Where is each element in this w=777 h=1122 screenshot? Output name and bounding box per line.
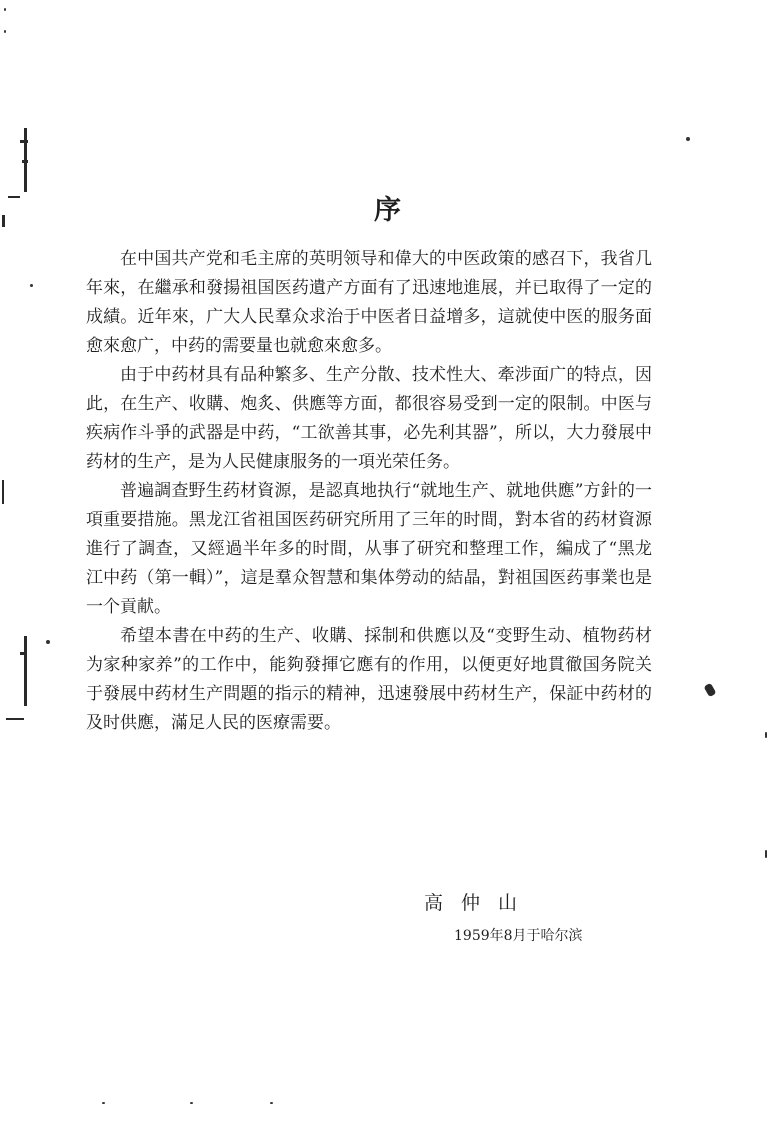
scan-artifact-mark bbox=[704, 683, 717, 697]
scan-artifact-dot bbox=[686, 137, 690, 141]
scan-artifact-dot bbox=[46, 640, 50, 644]
paragraph-2: 由于中药材具有品种繁多、生产分散、技术性大、牽涉面广的特点，因此，在生产、收購、炮炙、供應等方面，都很容易受到一定的限制。中医与疾病作斗爭的武器是中药，“工欲善其事，必先利其器”，所以，大力發展中药材的生产，是为人民健康服务的一項光荣任务。 bbox=[86, 365, 652, 472]
scan-artifact-dot bbox=[30, 284, 33, 287]
scan-artifact-dot bbox=[765, 732, 767, 738]
scan-artifact-mark bbox=[2, 215, 5, 227]
scan-artifact-mark bbox=[20, 652, 27, 655]
scan-artifact-dot bbox=[190, 1102, 193, 1104]
date-place: 1959年8月于哈尔滨 bbox=[454, 928, 583, 944]
scan-artifact-dot bbox=[765, 850, 767, 858]
paragraph-3: 普遍調查野生药材資源，是認真地执行“就地生产、就地供應”方針的一項重要措施。黑龙江省祖国医药研究所用了三年的时間，對本省的药材資源進行了調查，又經過半年多的时間，从事了研究和整理工作，編成了“黑龙江中药（第一輯）”，這是羣众智慧和集体勞动的結晶，對祖国医药事業也是一个貢献。 bbox=[86, 481, 652, 617]
scan-artifact-mark bbox=[20, 140, 28, 143]
paragraph-4: 希望本書在中药的生产、收購、採制和供應以及“变野生动、植物药材为家种家养”的工作中，能夠發揮它應有的作用，以便更好地貫徹国务院关于發展中药材生产問題的指示的精神，迅速發展中药材生产，保証中药材的及时供應，滿足人民的医療需要。 bbox=[86, 626, 652, 733]
preface-body bbox=[86, 245, 652, 738]
scan-artifact-mark bbox=[22, 160, 28, 163]
paragraph-1: 在中国共产党和毛主席的英明领导和偉大的中医政策的感召下，我省几年來，在繼承和發揚祖国医药遺产方面有了迅速地進展，并已取得了一定的成績。近年來，广大人民羣众求治于中医者日益增多，這就使中医的服务面愈來愈广，中药的需要量也就愈來愈多。 bbox=[86, 249, 652, 356]
scan-artifact-dot bbox=[4, 30, 6, 33]
preface-title: 序 bbox=[374, 195, 403, 226]
author-signature: 高仲山 bbox=[424, 892, 536, 914]
scan-artifact-mark bbox=[8, 196, 20, 198]
scan-artifact-mark bbox=[24, 636, 27, 706]
scan-artifact-dot bbox=[102, 1102, 105, 1104]
scan-artifact-dot bbox=[4, 8, 6, 11]
scan-artifact-dot bbox=[270, 1102, 273, 1104]
scan-artifact-mark bbox=[2, 480, 4, 504]
scan-artifact-mark bbox=[6, 718, 24, 720]
